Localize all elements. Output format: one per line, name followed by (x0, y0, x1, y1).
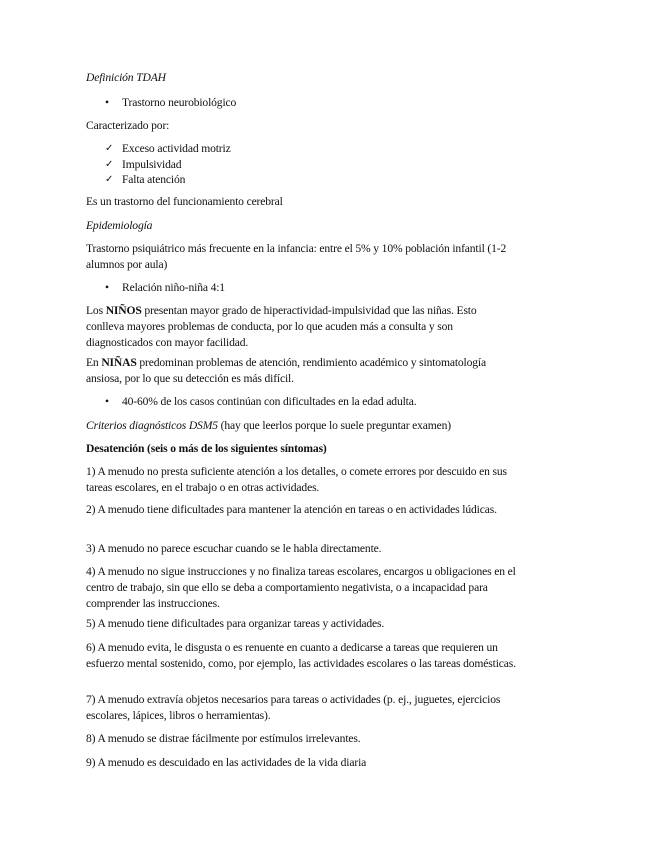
list-item: 8) A menudo se distrae fácilmente por estímulos irrelevantes. (86, 732, 361, 745)
list-item: 4) A menudo no sigue instrucciones y no finaliza tareas escolares, encargos u obligaciones en el centro de trabajo, sin que ello se deba a comportamiento negativista, o a incapacidad para comprender las instrucciones. (86, 565, 516, 610)
check-item: Exceso actividad motriz (122, 142, 231, 155)
paragraph-es-un: Es un trastorno del funcionamiento cerebral (86, 195, 283, 208)
check-item: Impulsividad (122, 158, 182, 171)
check-icon: ✓ (105, 143, 114, 154)
check-item: Falta atención (122, 173, 186, 186)
list-item: 6) A menudo evita, le disgusta o es renuente en cuanto a dedicarse a tareas que requieren un esfuerzo mental sostenido, como, por ejemplo, las actividades escolares o las tareas domésticas. (86, 641, 516, 670)
bullet-4060: 40-60% de los casos continúan con dificultades en la edad adulta. (122, 395, 417, 408)
heading-desatencion: Desatención (seis o más de los siguientes síntomas) (86, 442, 327, 455)
bullet-relacion: Relación niño-niña 4:1 (122, 281, 225, 294)
list-item: 3) A menudo no parece escuchar cuando se le habla directamente. (86, 542, 382, 555)
bullet-trastorno: Trastorno neurobiológico (122, 96, 237, 109)
bullet-icon: • (105, 281, 109, 294)
bullet-icon: • (105, 395, 109, 408)
list-item: 2) A menudo tiene dificultades para mantener la atención en tareas o en actividades lúdicas. (86, 503, 497, 516)
heading-epidemiologia: Epidemiología (86, 219, 153, 232)
list-item: 1) A menudo no presta suficiente atención a los detalles, o comete errores por descuido en sus tareas escolares, en el trabajo o en otras actividades. (86, 465, 507, 494)
paragraph-criterios: Criterios diagnósticos DSM5 (hay que leerlos porque lo suele preguntar examen) (86, 419, 452, 432)
list-item: 5) A menudo tiene dificultades para organizar tareas y actividades. (86, 617, 385, 630)
list-item: 9) A menudo es descuidado en las actividades de la vida diaria (86, 756, 367, 769)
check-icon: ✓ (105, 174, 114, 185)
heading-definicion: Definición TDAH (86, 71, 166, 84)
caracterizado-label: Caracterizado por: (86, 119, 170, 132)
paragraph-epidemiologia: Trastorno psiquiátrico más frecuente en la infancia: entre el 5% y 10% población infantil (1-2 alumnos por aula) (86, 242, 507, 271)
paragraph-ninos: Los NIÑOS presentan mayor grado de hiperactividad-impulsividad que las niñas. Esto conlleva mayores problemas de conducta, por lo que acuden más a consulta y son diagnosticados con mayor facilidad. (86, 304, 477, 349)
check-icon: ✓ (105, 159, 114, 170)
list-item: 7) A menudo extravía objetos necesarios para tareas o actividades (p. ej., juguetes, ejercicios escolares, lápices, libros o herramientas). (86, 693, 501, 722)
paragraph-ninas: En NIÑAS predominan problemas de atención, rendimiento académico y sintomatología ansiosa, por lo que su detección es más difícil. (86, 356, 486, 385)
bullet-icon: • (105, 96, 109, 109)
